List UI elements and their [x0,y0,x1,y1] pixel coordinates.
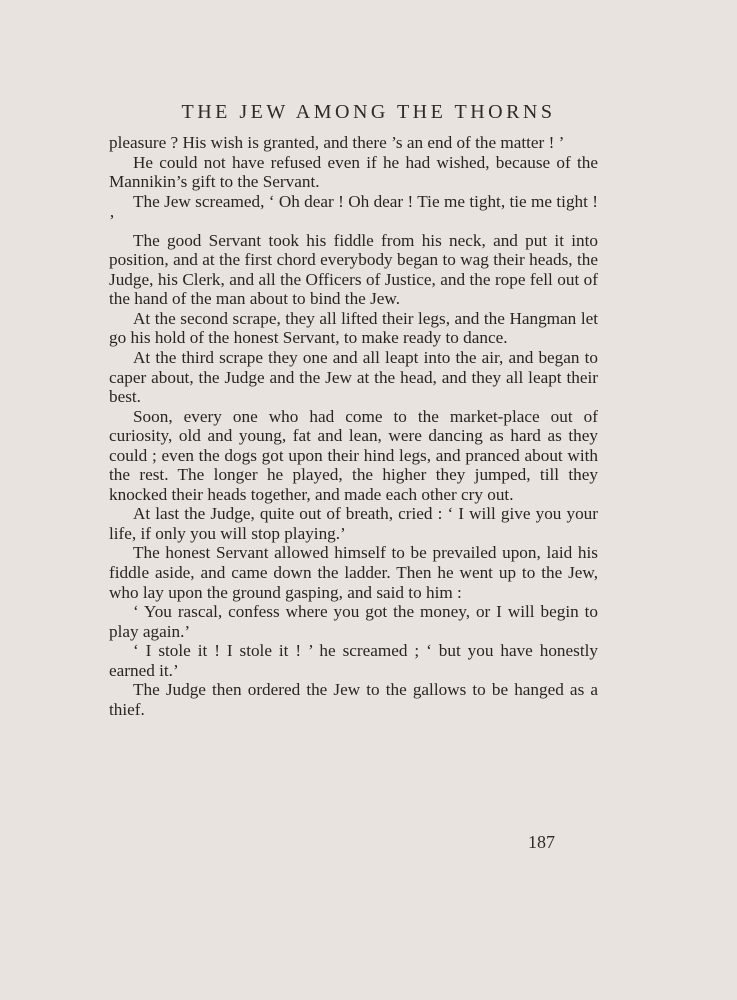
paragraph: At last the Judge, quite out of breath, cried : ‘ I will give you your life, if only you will stop playing.’ [109,504,598,543]
paragraph: He could not have refused even if he had wished, because of the Mannikin’s gift to the Servant. [109,152,598,192]
paragraph: pleasure ? His wish is granted, and there ’s an end of the matter ! ’ [109,133,565,152]
paragraph: The good Servant took his fiddle from his neck, and put it into position, and at the first chord everybody began to wag their heads, the Judge, his Clerk, and all the Officers of Justice, and the rope fell out of the hand of the man about to bind the Jew. [109,230,598,309]
paragraph: ‘ I stole it ! I stole it ! ’ he screamed ; ‘ but you have honestly earned it.’ [109,641,598,680]
page-number: 187 [528,832,555,852]
paragraph: At the third scrape they one and all leapt into the air, and began to caper about, the Judge and the Jew at the head, and they all leapt their best. [109,348,598,407]
paragraph: ‘ You rascal, confess where you got the money, or I will begin to play again.’ [109,602,598,641]
body-text [109,133,598,719]
paragraph: The honest Servant allowed himself to be prevailed upon, laid his fiddle aside, and came down the ladder. Then he went up to the Jew, who lay upon the ground gasping, and said to him : [109,543,598,602]
paragraph: Soon, every one who had come to the market-place out of curiosity, old and young, fat and lean, were dancing as hard as they could ; even the dogs got upon their hind legs, and pranced about with the rest. The longer he played, the higher they jumped, till they knocked their heads together, and made each other cry out. [109,406,598,504]
paragraph: The Jew screamed, ‘ Oh dear ! Oh dear ! Tie me tight, tie me tight ! ’ [109,191,598,231]
paragraph: At the second scrape, they all lifted their legs, and the Hangman let go his hold of the honest Servant, to make ready to dance. [109,308,598,348]
running-head: THE JEW AMONG THE THORNS [181,101,556,123]
paragraph: The Judge then ordered the Jew to the gallows to be hanged as a thief. [109,680,598,719]
